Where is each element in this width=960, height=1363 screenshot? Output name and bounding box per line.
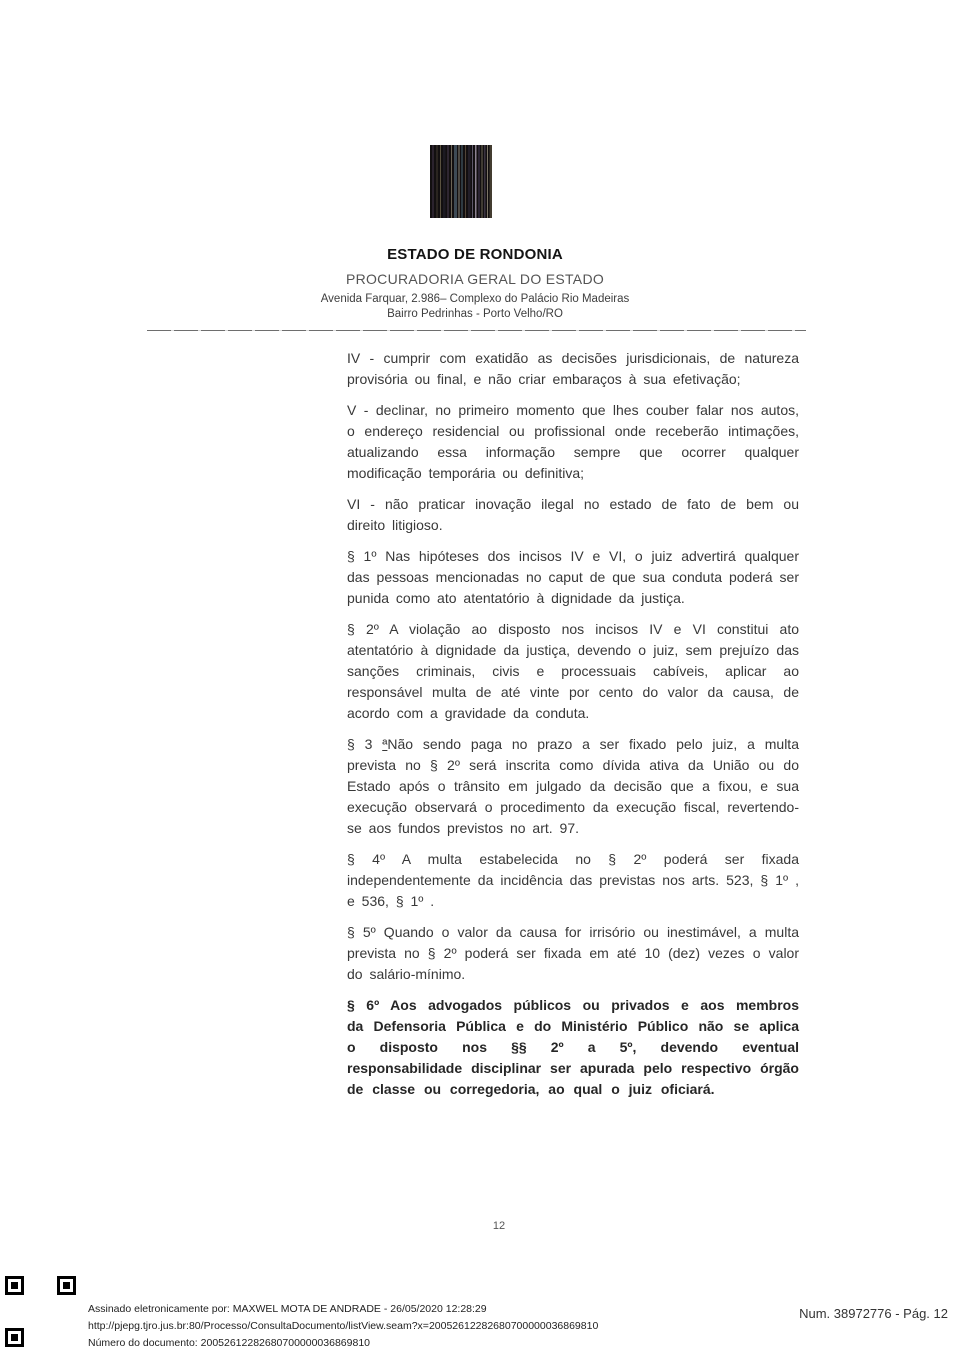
barcode-icon xyxy=(430,145,492,218)
header-divider xyxy=(147,330,806,331)
paragraph-3-text: Não sendo paga no prazo a ser fixado pelo juiz, a multa prevista no § 2º será inscrita como dívida ativa da União ou do Estado após o trânsito em julgado da decisão que a fixou, e sua execução observará o procedimento da execução fiscal, revertendo-se aos fundos previstos no art. 97. xyxy=(347,736,799,836)
paragraph-5: § 5º Quando o valor da causa for irrisório ou inestimável, a multa prevista no § 2º poderá ser fixada em até 10 (dez) vezes o valor do salário-mínimo. xyxy=(347,924,799,982)
department-name: PROCURADORIA GERAL DO ESTADO xyxy=(345,271,605,287)
document-number-line: Número do documento: 20052612282680700000036869810 xyxy=(88,1337,370,1349)
org-name: ESTADO DE RONDONIA xyxy=(387,246,563,263)
qr-finder-top-right xyxy=(57,1276,76,1295)
paragraph-inciso-v: V - declinar, no primeiro momento que lhes couber falar nos autos, o endereço residencial ou profissional onde receberão intimações, atualizando essa informação sempre que ocorrer qualquer modificação temporária ou definitiva; xyxy=(347,402,799,481)
letterhead xyxy=(145,246,805,321)
paragraph-6: § 6º Aos advogados públicos ou privados e aos membros da Defensoria Pública e do Ministério Público não se aplica o disposto nos §§ 2º a 5º, devendo eventual responsabilidade disciplinar ser apurada pelo respectivo órgão de classe ou corregedoria, ao qual o juiz oficiará. xyxy=(347,997,799,1097)
address-line-2: Bairro Pedrinhas - Porto Velho/RO xyxy=(387,308,563,320)
qr-finder-bottom-left xyxy=(5,1328,24,1347)
paragraph-4: § 4º A multa estabelecida no § 2º poderá ser fixada independentemente da incidência das previstas nos arts. 523, § 1º , e 536, § 1º . xyxy=(347,851,799,909)
verification-url: http://pjepg.tjro.jus.br:80/Processo/ConsultaDocumento/listView.seam?x=20052612282680700000036869810 xyxy=(88,1320,599,1332)
address-line-1: Avenida Farquar, 2.986– Complexo do Palácio Rio Madeiras xyxy=(320,293,630,305)
paragraph-inciso-vi: VI - não praticar inovação ilegal no estado de fato de bem ou direito litigioso. xyxy=(347,496,799,533)
paragraph-inciso-iv: IV - cumprir com exatidão as decisões jurisdicionais, de natureza provisória ou final, e não criar embaraços à sua efetivação; xyxy=(347,350,799,387)
paragraph-3-prefix: § 3 xyxy=(347,736,383,752)
paragraph-1: § 1º Nas hipóteses dos incisos IV e VI, o juiz advertirá qualquer das pessoas mencionadas no caput de que sua conduta poderá ser punida como ato atentatório à dignidade da justiça. xyxy=(347,548,799,606)
page-number: 12 xyxy=(492,1220,506,1232)
document-body xyxy=(347,348,799,1110)
signature-lines xyxy=(88,1301,598,1352)
qr-code-icon xyxy=(5,1276,76,1347)
signed-by-line: Assinado eletronicamente por: MAXWEL MOTA DE ANDRADE - 26/05/2020 12:28:29 xyxy=(88,1303,487,1315)
paragraph-2: § 2º A violação ao disposto nos incisos IV e VI constitui ato atentatório à dignidade da justiça, devendo o juiz, sem prejuízo das sanções criminais, civis e processuais cabíveis, aplicar ao responsável multa de até vinte por cento do valor da causa, de acordo com a gravidade da conduta. xyxy=(347,621,799,721)
paragraph-3 xyxy=(347,734,799,839)
paragraph-3-ordinal: ª xyxy=(382,736,388,752)
page-stamp: Num. 38972776 - Pág. 12 xyxy=(799,1306,948,1321)
qr-finder-top-left xyxy=(5,1276,24,1295)
